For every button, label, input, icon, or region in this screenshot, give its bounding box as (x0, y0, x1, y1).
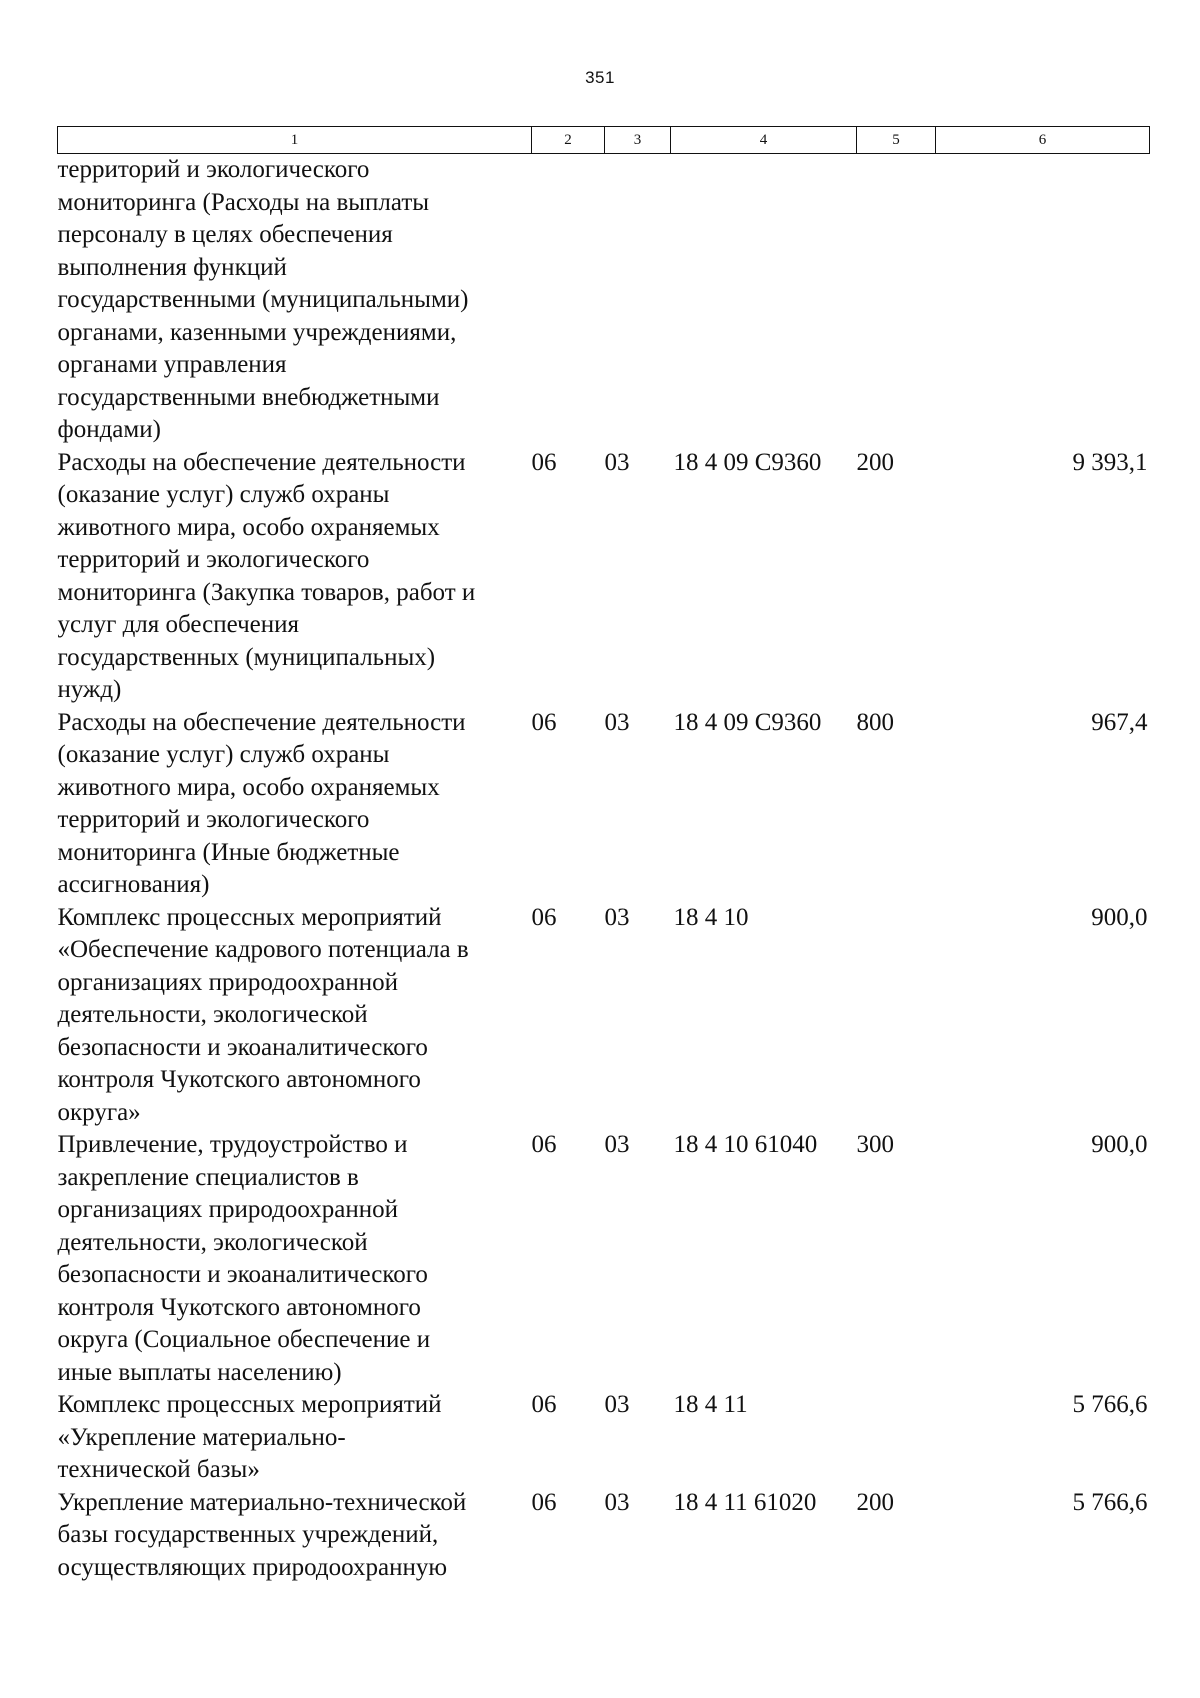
column-header-2: 2 (532, 127, 605, 154)
description-line: услуг для обеспечения (57, 611, 300, 638)
row-description (58, 902, 532, 1130)
description-line: мониторинга (Расходы на выплаты (57, 188, 430, 216)
description-line: деятельности, экологической (57, 1001, 368, 1028)
row-amount (936, 154, 1150, 447)
row-amount: 900,0 (1091, 1131, 1148, 1158)
description-line: округа» (57, 1098, 141, 1126)
row-section-code: 06 (531, 448, 557, 476)
row-description (58, 1389, 532, 1487)
description-line: базы государственных учреждений, (57, 1521, 439, 1548)
table-header-row (58, 127, 1150, 154)
row-subsection-code: 03 (604, 1131, 630, 1158)
row-section-code: 06 (531, 903, 557, 931)
description-line: технической базы» (57, 1456, 260, 1483)
row-description (58, 447, 532, 707)
description-line: Комплекс процессных мероприятий (57, 1391, 442, 1418)
table-body (58, 154, 1150, 1585)
description-line: (оказание услуг) служб охраны (57, 481, 390, 508)
table-row (58, 902, 1150, 1130)
description-line: фондами) (57, 416, 161, 443)
row-subsection-code: 03 (604, 1488, 630, 1516)
table-row (58, 447, 1150, 707)
row-expense-type-code (857, 1389, 936, 1487)
row-target-article-code: 18 4 09 С9360 (673, 708, 822, 736)
description-line: территорий и экологического (57, 806, 370, 833)
row-description (58, 154, 532, 447)
row-amount: 5 766,6 (1072, 1488, 1148, 1516)
description-line: органами управления (57, 351, 287, 378)
row-section-code (532, 154, 605, 447)
row-target-article-code: 18 4 10 61040 (673, 1131, 818, 1158)
description-line: животного мира, особо охраняемых (57, 513, 440, 541)
description-line: «Обеспечение кадрового потенциала в (57, 936, 469, 963)
row-expense-type-code: 200 (856, 1488, 894, 1516)
row-description (58, 707, 532, 902)
description-line: выполнения функций (57, 253, 287, 281)
row-target-article-code: 18 4 11 (673, 1391, 748, 1418)
row-subsection-code (605, 154, 671, 447)
description-line: закрепление специалистов в (57, 1163, 359, 1191)
description-line: деятельности, экологической (57, 1228, 368, 1256)
table-row (58, 707, 1150, 902)
description-line: Расходы на обеспечение деятельности (57, 708, 466, 736)
description-line: «Укрепление материально- (57, 1423, 346, 1451)
description-line: животного мира, особо охраняемых (57, 773, 440, 801)
description-line: контроля Чукотского автономного (57, 1066, 421, 1093)
description-line: государственных (муниципальных) (57, 643, 436, 671)
budget-table (57, 126, 1150, 1584)
description-line: территорий и экологического (57, 156, 370, 183)
row-expense-type-code (857, 154, 936, 447)
row-expense-type-code: 800 (856, 708, 894, 736)
row-section-code: 06 (531, 1391, 557, 1418)
row-section-code: 06 (531, 1131, 557, 1158)
description-line: организациях природоохранной (57, 1196, 398, 1223)
row-description (58, 1129, 532, 1389)
description-line: осуществляющих природоохранную (57, 1553, 448, 1581)
row-amount: 967,4 (1091, 708, 1148, 736)
column-header-6: 6 (936, 127, 1150, 154)
row-expense-type-code: 300 (856, 1131, 894, 1158)
description-line: государственными внебюджетными (57, 383, 440, 411)
row-target-article-code: 18 4 11 61020 (673, 1488, 817, 1516)
column-header-1: 1 (58, 127, 532, 154)
description-line: Привлечение, трудоустройство и (57, 1131, 408, 1158)
row-subsection-code: 03 (604, 448, 630, 476)
description-line: ассигнования) (57, 871, 210, 898)
table-row (58, 1129, 1150, 1389)
column-header-5: 5 (857, 127, 936, 154)
description-line: государственными (муниципальными) (57, 286, 469, 313)
row-section-code: 06 (531, 1488, 557, 1516)
description-line: Расходы на обеспечение деятельности (57, 448, 466, 476)
description-line: контроля Чукотского автономного (57, 1293, 421, 1321)
column-header-4: 4 (671, 127, 857, 154)
row-description (58, 1487, 532, 1585)
description-line: нужд) (57, 676, 122, 703)
table-row (58, 154, 1150, 447)
row-amount: 900,0 (1091, 903, 1148, 931)
page-number: 351 (585, 68, 615, 87)
description-line: территорий и экологического (57, 546, 370, 573)
description-line: органами, казенными учреждениями, (57, 318, 457, 346)
description-line: мониторинга (Иные бюджетные (57, 838, 400, 866)
description-line: (оказание услуг) служб охраны (57, 741, 390, 768)
description-line: мониторинга (Закупка товаров, работ и (57, 578, 476, 606)
row-amount: 9 393,1 (1072, 448, 1148, 476)
description-line: безопасности и экоаналитического (57, 1261, 428, 1288)
column-header-3: 3 (605, 127, 671, 154)
description-line: Комплекс процессных мероприятий (57, 903, 442, 931)
row-subsection-code: 03 (604, 1391, 630, 1418)
row-target-article-code: 18 4 09 С9360 (673, 448, 822, 476)
description-line: иные выплаты населению) (57, 1358, 342, 1386)
budget-table-container (57, 126, 1149, 1584)
row-section-code: 06 (531, 708, 557, 736)
row-subsection-code: 03 (604, 708, 630, 736)
row-expense-type-code (857, 902, 936, 1130)
description-line: округа (Социальное обеспечение и (57, 1326, 431, 1353)
row-subsection-code: 03 (604, 903, 630, 931)
row-target-article-code (671, 154, 857, 447)
table-row (58, 1389, 1150, 1487)
description-line: безопасности и экоаналитического (57, 1033, 428, 1061)
table-row (58, 1487, 1150, 1585)
description-line: Укрепление материально-технической (57, 1488, 467, 1516)
row-target-article-code: 18 4 10 (673, 903, 749, 931)
row-expense-type-code: 200 (856, 448, 894, 476)
description-line: персоналу в целях обеспечения (57, 221, 393, 248)
row-amount: 5 766,6 (1072, 1391, 1148, 1418)
description-line: организациях природоохранной (57, 968, 398, 996)
